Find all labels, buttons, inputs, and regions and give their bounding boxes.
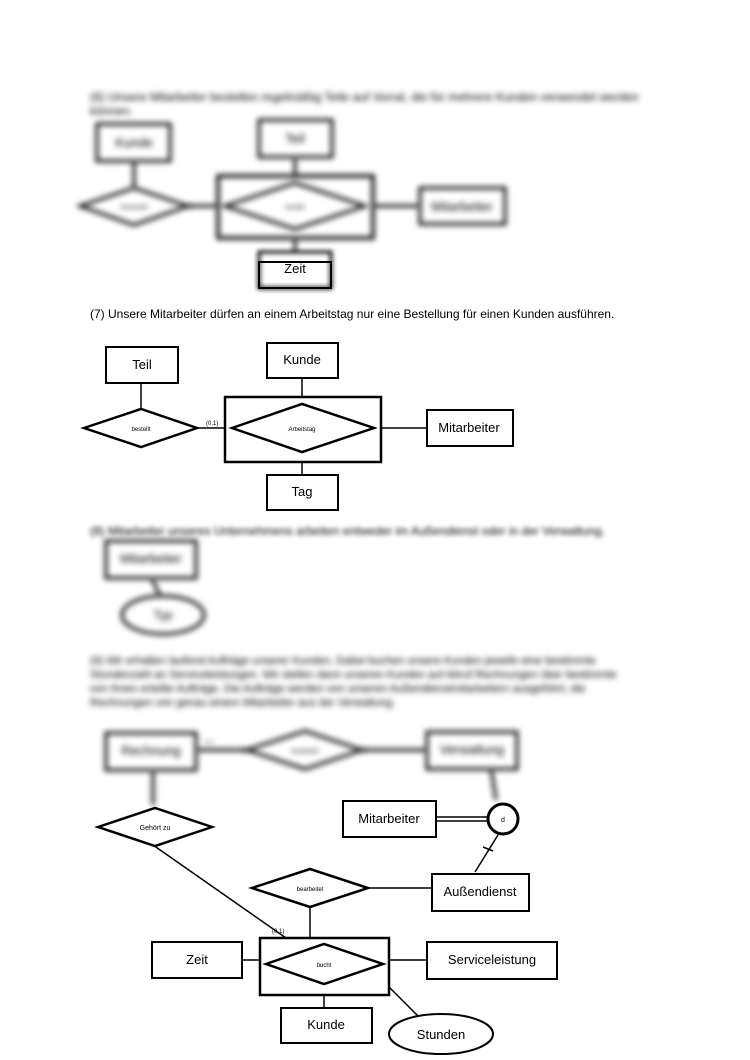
entity-mitarbeiter-s8 [106, 541, 196, 578]
relationship-bestellt-s7 [84, 409, 197, 447]
entity-verwaltung-s9 [427, 732, 517, 769]
aggregation-arbeitstag-s7 [225, 397, 381, 462]
cardinality-top-s9: 0,1 [205, 740, 214, 746]
svg-text:bestellt: bestellt [285, 205, 305, 211]
svg-text:Gehört zu: Gehört zu [139, 825, 171, 832]
cardinality-label-s7: (0,1) [206, 421, 219, 427]
aggregation-bucht-s9 [260, 938, 389, 995]
svg-text:Kunde: Kunde [307, 1017, 345, 1032]
svg-text:Kunde: Kunde [115, 135, 153, 150]
attribute-typ-s8 [122, 596, 204, 634]
svg-text:d: d [501, 817, 505, 824]
entity-aussendienst-s9 [432, 874, 529, 911]
entity-mitarbeiter-s9 [343, 801, 436, 837]
relationship-top-s9 [247, 731, 362, 769]
caption-section-9: (9) Wir erhalten laufend Aufträge unserer Kunden. Dabei buchen unsere Kunden jeweils eine bestimmte Stundenzahl an Serviceleistungen. Wir stellen dann unseren Kunden auf Abruf Rechnungen über bestimmte von ihnen erteilte Aufträge. Die Aufträge werden von unseren Außendienstmitarbeitern ausgeführt, die Rechnungen von genau einem Mitarbeiter aus der Verwaltung. [90, 655, 617, 709]
relationship-bearbeitet-s9 [252, 869, 368, 907]
svg-text:Mitarbeiter: Mitarbeiter [120, 551, 182, 566]
entity-kunde-s9 [281, 1008, 372, 1043]
svg-text:Tag: Tag [291, 484, 313, 499]
svg-text:bestellt: bestellt [131, 427, 151, 433]
svg-text:bearbeitet: bearbeitet [291, 749, 319, 755]
entity-kunde-s7 [267, 343, 338, 378]
section-9-diagram [98, 731, 557, 1054]
caption-section-6: (6) Unsere Mitarbeiter bestellen regelmäßig Teile auf Vorrat, die für mehrere Kunden verwendet werden können. [90, 90, 639, 118]
svg-text:bucht: bucht [316, 963, 332, 969]
svg-text:bearbeitet: bearbeitet [296, 887, 324, 893]
entity-serviceleistung-s9 [427, 942, 557, 979]
caption-section-7: (7) Unsere Mitarbeiter dürfen an einem Arbeitstag nur eine Bestellung für einen Kunden ausführen. [90, 307, 615, 321]
section-7-diagram [84, 343, 513, 510]
svg-text:Zeit: Zeit [186, 952, 208, 967]
entity-kunde-s6 [97, 124, 170, 161]
entity-teil-s6 [259, 120, 332, 157]
relationship-verwendet-s6 [80, 188, 188, 225]
svg-text:Außendienst: Außendienst [443, 884, 517, 899]
svg-text:Zeit: Zeit [284, 261, 306, 276]
entity-zeit-s9 [152, 942, 242, 978]
svg-text:Kunde: Kunde [283, 352, 321, 367]
svg-text:Verwaltung: Verwaltung [439, 742, 505, 757]
disjoint-circle-s9 [488, 804, 518, 834]
svg-text:Arbeitstag: Arbeitstag [288, 427, 316, 433]
svg-text:Mitarbeiter: Mitarbeiter [431, 199, 493, 214]
svg-text:Mitarbeiter: Mitarbeiter [438, 420, 500, 435]
svg-text:Mitarbeiter: Mitarbeiter [358, 811, 420, 826]
section-8-diagram [106, 541, 204, 634]
entity-rechnung-s9 [106, 733, 196, 770]
entity-tag-s7 [267, 475, 338, 510]
svg-text:Teil: Teil [285, 131, 305, 146]
svg-text:Rechnung: Rechnung [121, 743, 181, 758]
entity-mitarbeiter-s6 [420, 188, 505, 224]
svg-text:Typ: Typ [153, 608, 173, 622]
attribute-stunden-s9 [389, 1014, 493, 1054]
svg-text:Teil: Teil [132, 357, 152, 372]
cardinality-bucht-s9: (0,1) [272, 929, 285, 935]
svg-text:Stunden: Stunden [416, 1027, 466, 1042]
caption-section-8: (8) Mitarbeiter unseres Unternehmens arbeiten entweder im Außendienst oder in der Verwaltung. [90, 524, 605, 538]
entity-teil-s7 [106, 347, 178, 383]
entity-zeit-s6 [259, 252, 331, 288]
svg-text:verwendet: verwendet [120, 205, 148, 211]
section-6-diagram [80, 120, 505, 288]
entity-mitarbeiter-s7 [427, 410, 513, 446]
svg-text:Serviceleistung: Serviceleistung [447, 952, 537, 967]
aggregation-bestellt-s6 [218, 176, 373, 238]
relationship-gehoert-zu-s9 [98, 808, 212, 846]
